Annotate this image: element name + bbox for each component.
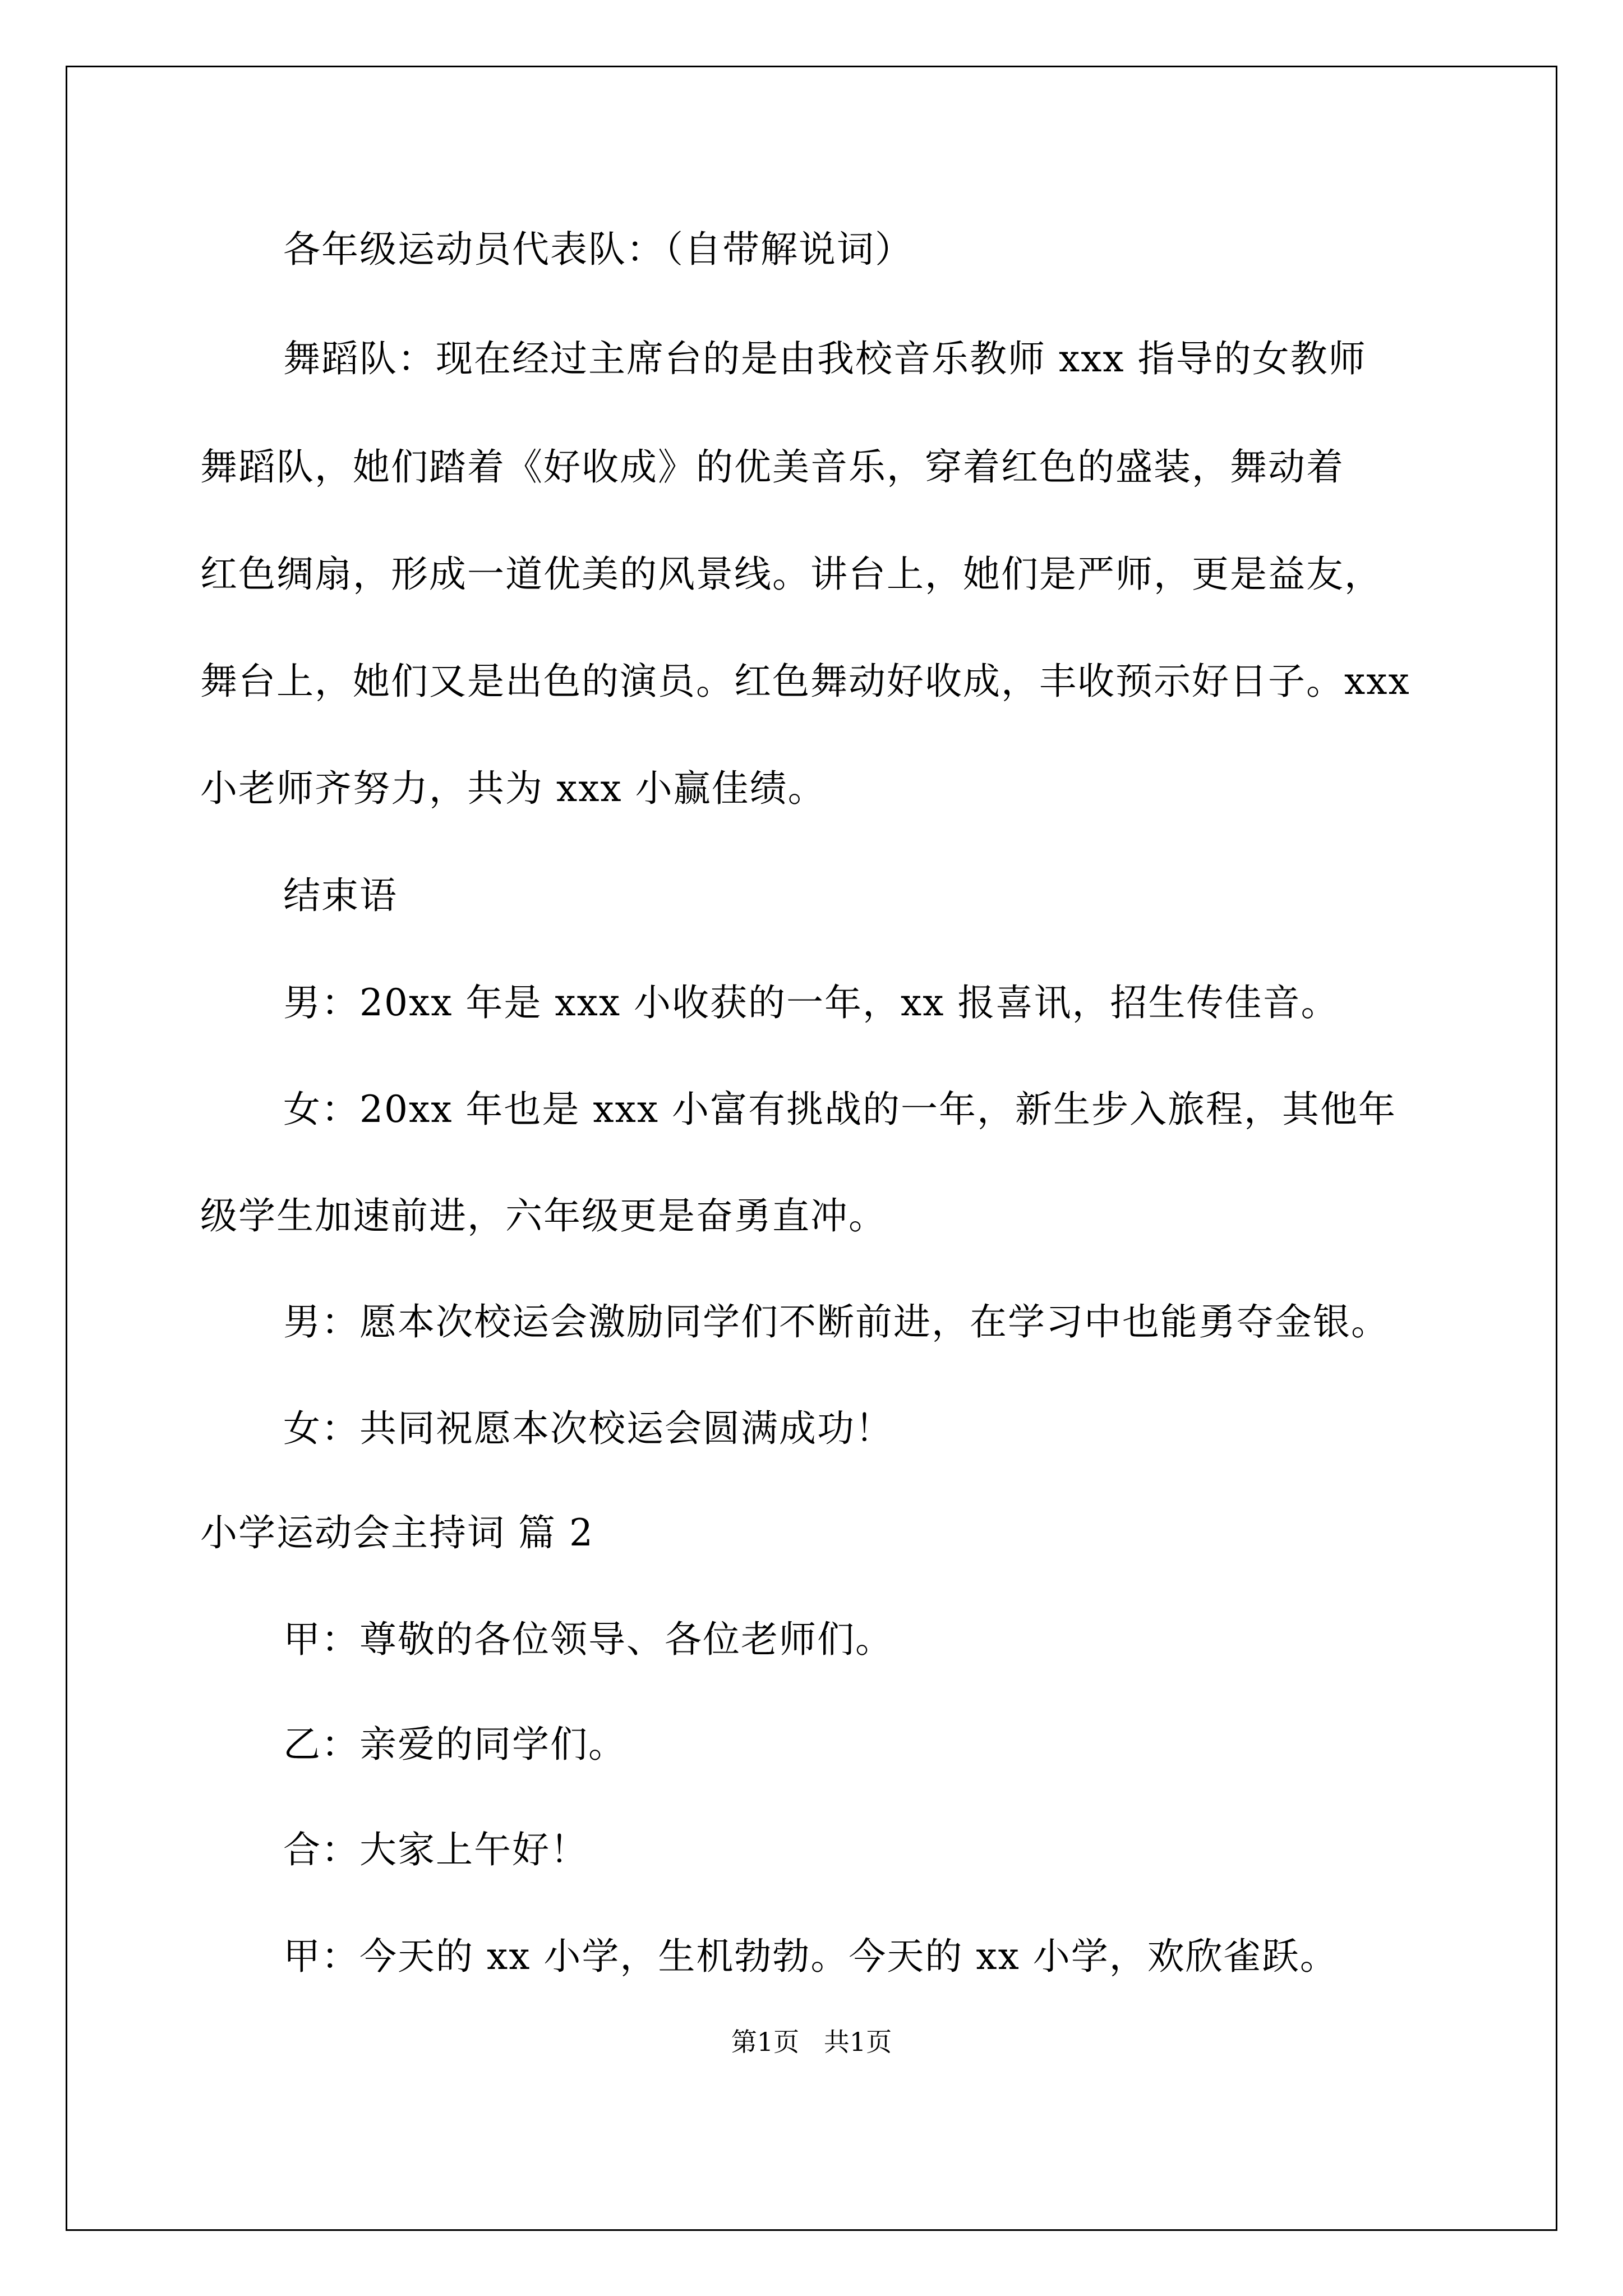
paragraph-line: 男：20xx 年是 xxx 小收获的一年，xx 报喜讯，招生传佳音。	[283, 981, 1339, 1024]
paragraph-line: 女：20xx 年也是 xxx 小富有挑战的一年，新生步入旅程，其他年	[283, 1088, 1397, 1131]
paragraph-line: 各年级运动员代表队：（自带解说词）	[283, 228, 913, 271]
paragraph-line: 舞蹈队：现在经过主席台的是由我校音乐教师 xxx 指导的女教师	[283, 337, 1367, 380]
paragraph-line: 男：愿本次校运会激励同学们不断前进，在学习中也能勇夺金银。	[283, 1300, 1389, 1343]
page-footer: 第1页 共1页	[731, 2027, 892, 2057]
paragraph-line: 甲：今天的 xx 小学，生机勃勃。今天的 xx 小学，欢欣雀跃。	[283, 1935, 1338, 1978]
paragraph-line: 女：共同祝愿本次校运会圆满成功！	[283, 1407, 893, 1450]
section-heading: 结束语	[283, 874, 398, 917]
paragraph-line: 红色绸扇，形成一道优美的风景线。讲台上，她们是严师，更是益友，	[200, 553, 1382, 596]
paragraph-line: 合：大家上午好！	[283, 1828, 588, 1871]
paragraph-line: 级学生加速前进，六年级更是奋勇直冲。	[200, 1194, 887, 1237]
article-heading: 小学运动会主持词 篇 2	[200, 1511, 594, 1554]
paragraph-line: 舞蹈队，她们踏着《好收成》的优美音乐，穿着红色的盛装，舞动着	[200, 445, 1344, 489]
paragraph-line: 乙：亲爱的同学们。	[283, 1723, 626, 1766]
page-border	[66, 66, 1557, 2231]
paragraph-line: 小老师齐努力，共为 xxx 小赢佳绩。	[200, 767, 826, 810]
paragraph-line: 舞台上，她们又是出色的演员。红色舞动好收成，丰收预示好日子。xxx	[200, 660, 1410, 703]
paragraph-line: 甲：尊敬的各位领导、各位老师们。	[283, 1618, 893, 1661]
